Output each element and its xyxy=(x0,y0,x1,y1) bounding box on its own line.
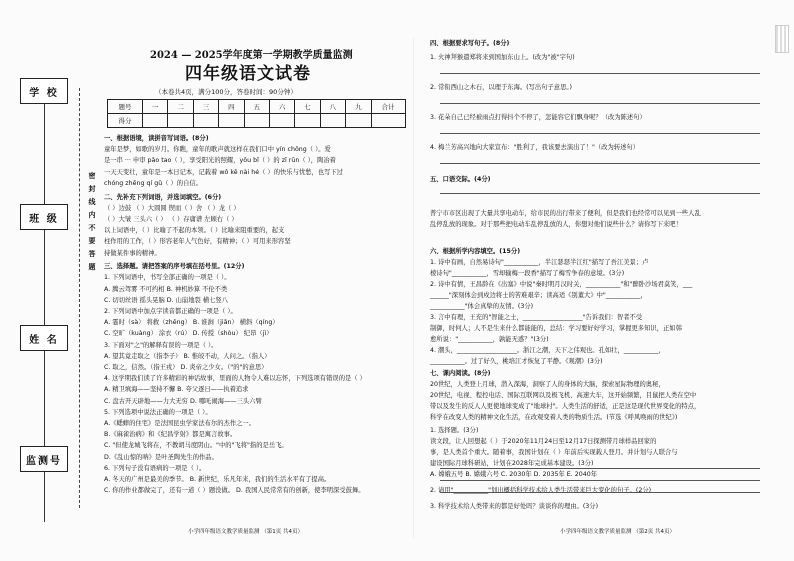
question-line: 3. 言中有理，王充的"智能之士，___________________"告诉我们：智者不受 xyxy=(430,314,643,321)
answer-line[interactable] xyxy=(440,468,760,469)
section-heading: 七、课内阅读。(8分) xyxy=(430,370,491,377)
question-line: （ ）边鼓 （ ）大圆圆 锲而（ ）舍 （ ）龙（ ） xyxy=(104,204,240,212)
answer-line[interactable] xyxy=(440,492,760,493)
id-write-line[interactable] xyxy=(44,472,45,522)
question-line: ___________"体会真挚的友情。(3分) xyxy=(430,303,534,310)
score-table-section: 二 xyxy=(168,100,193,114)
question-line: 1. 诗中有画，自然易诗句"___________，半江瑟瑟半江红"描写了吾江美景；卢 xyxy=(430,259,649,266)
class-label: 班 级 xyxy=(20,204,68,230)
question-line: 以上词语中，（ ）比喻了不起的本领。（ ）比喻来阻重要的，起支 xyxy=(104,227,285,235)
answer-line[interactable] xyxy=(440,133,760,134)
question-line: 5. 下列选项中说法正确的一项是（ ）。 xyxy=(104,408,212,416)
exam-note: （本卷共4页，满分100分，答卷时间：90分钟） xyxy=(155,88,297,96)
question-line: A. 嫦娥五号 B. 嫦娥六号 C. 2030年 D. 2035年 E. 2040年 xyxy=(430,471,598,478)
question-line: 持做某件事的精神。 xyxy=(104,249,161,257)
section-heading: 三、选择题。请把答案的序号填在括号里。(12分) xyxy=(104,263,245,271)
score-cell[interactable] xyxy=(168,114,193,128)
question-line: 3. 科学技术给人类带来的都是好处吗？谈谈你的理由。(3分) xyxy=(430,503,599,510)
section-heading: 五、口语交际。(4分) xyxy=(430,176,491,183)
score-table-section: 九 xyxy=(346,100,371,114)
question-line: 一天天变壮，童年是一本日记本，记载着 wǒ kě nài hé（ ）的快乐与忧愁，也写下过 xyxy=(104,168,343,176)
question-line: C. 空旷（kuàng） 涂衣（rú） D. 传授（shòu） 纪昂（jì） xyxy=(104,330,273,338)
question-line: 4. 这学期我们读了许多精彩的神话故事，里面的人物令人难以忘怀，下列选项有错误的是（ ） xyxy=(104,375,366,383)
question-line: 愈所说："___________，孰能无惑？"(3分) xyxy=(430,336,549,343)
section-heading: 一、根据语境，读拼音写词语。(8分) xyxy=(104,135,209,142)
score-cell[interactable] xyxy=(219,114,244,128)
question-line: 1. 选择题。(3分) xyxy=(430,427,479,434)
column-divider xyxy=(413,38,414,538)
question-line: B.《麻雀治病》和《纪昌学射》都是寓言故事。 xyxy=(104,431,237,439)
name-write-line[interactable] xyxy=(44,351,45,446)
question-line: 3. 花朵自己已经被雨点打得抖个不停了，怎能容它们飘身呢？（改为陈述句） xyxy=(430,114,646,121)
footer-left: 小学四年级语文教学质量监测 （第1页 共4页） xyxy=(188,529,303,535)
score-cell[interactable] xyxy=(346,114,371,128)
question-line: 20世纪，人类登上月球，潜入深海，洞察了人的身体的大脑，探索星际物理的奥秘， xyxy=(430,381,665,388)
question-line: 是一串 ··· 申审 pǎo tao（ ），享受阳光的照耀，yǒu bǐ（ ）的 zī rūn（ ），陶冶着 xyxy=(104,157,336,165)
question-line: 2. 请用"___________"划出概括科学技术给人类生活带来巨大变化的句子。(2分) xyxy=(430,487,652,494)
score-table-section: 四 xyxy=(219,100,244,114)
question-line: A. 腾云驾雾 不可约相 B. 神机妙算 不伦不类 xyxy=(104,285,228,293)
name-label: 姓 名 xyxy=(20,325,68,351)
question-line: 2. 常衔西山之木石，以理于东海。(写出句子意思。) xyxy=(430,84,573,91)
question-line: 童年是梦，如歌的岁月。你瞧，童年的歌声就这样在我们口中 yín chǒng（ ）。爱 xyxy=(104,146,331,154)
question-line: 3. 下面对"之"的解释有误的一项是（ ）。 xyxy=(104,341,218,349)
question-line: 20世纪，电视、程控电话、国际互联网以及极飞机、高速大车，这开始频繁，目鼠把人类在空中 xyxy=(430,392,697,399)
section-heading: 四、根据要求写句子。(8分) xyxy=(430,40,510,47)
question-line: C. 盘古开天辟地——力大无穷 D. 哪吒闹海——三头六臂 xyxy=(104,397,262,405)
question-line: 科学在改变人类的精神文化生活，在改观变着人类的物质生活。(节选《呼风唤雨的世纪》) xyxy=(430,414,678,421)
score-cell[interactable] xyxy=(320,114,345,128)
question-line: chóng zhēng qí gǔ（ ）的自信。 xyxy=(104,179,202,187)
question-line: D.《乱山惊的呐》是叶圣陶先生的作品。 xyxy=(104,453,218,461)
question-line: A. 霎时（sà） 将救（zhěng） B. 谁涧（jiǎn） 横斜（qíng） xyxy=(104,319,279,327)
question-line: 乱停乱放的现象。对于那些把电动车乱停乱放的人，你想对他们说些什么？请你写下来吧！ xyxy=(430,221,682,228)
question-line: 6. 下列句子没有语病的一项是（ ）。 xyxy=(104,464,206,472)
score-table xyxy=(107,99,406,128)
score-table-section: 一 xyxy=(143,100,168,114)
question-line: 1. 火神拜猴遣郑将来到国加东山上。(改为"被"字句) xyxy=(430,54,575,61)
question-line: 普宁市市区出现了大量共享电动车，给市民的出行带来了便利，但是我们也经常可以见到一些人乱 xyxy=(430,210,701,217)
answer-line[interactable] xyxy=(440,103,760,104)
question-line: （ ）大皱 三头六（ ） （ ）存庸谱 左顾右（ ） xyxy=(104,215,238,223)
exam-title: 四年级语文试卷 xyxy=(185,64,311,84)
score-cell[interactable] xyxy=(269,114,294,128)
score-table-section: 七 xyxy=(295,100,320,114)
question-line: 柱作用的工作，（ ）形容老年人气色好，有精神；（ ）可用来形容坚 xyxy=(104,238,291,246)
question-line: A.《蟋蟀的住宅》是法国昆虫学家法布尔的杰作之一。 xyxy=(104,420,256,427)
answer-line[interactable] xyxy=(440,480,760,481)
score-table-section: 合计 xyxy=(371,100,405,114)
barcode-icon xyxy=(775,25,789,53)
score-row-label: 得分 xyxy=(108,114,143,128)
question-line: 棱诗句"___________，雪却输梅一段香"描写了梅雪争春的意境。(3分) xyxy=(430,270,625,277)
question-line: 读文段，让人回想起（ ）于2020年11月24日至12月17日探测带月球样品回家的 xyxy=(430,438,657,445)
section-heading: 六、根据所学内容填空。(15分) xyxy=(430,248,521,255)
score-table-section: 八 xyxy=(320,100,345,114)
question-line: 2. 下列词语中加点字读音都正确的一项是（ ）。 xyxy=(104,308,237,315)
year-title: 2024 — 2025学年度第一学期教学质量监测 xyxy=(150,50,353,61)
question-line: 4. 梅兰芳高兴地向大家宣布："胜利了，我该要去演出了！"（改为转述句） xyxy=(430,144,640,151)
question-line: A. 冬天的广州是最美的季节。 B. 新世纪，乐凡年来，我们的生活水平有了提高。 xyxy=(104,476,331,483)
question-line: A. 望其竟走取之（指李子） B. 惟皎不动，人问之。（指人） xyxy=(104,352,271,360)
score-table-section: 三 xyxy=(193,100,218,114)
seal-line xyxy=(79,88,80,508)
answer-line[interactable] xyxy=(440,193,760,194)
score-cell[interactable] xyxy=(193,114,218,128)
score-cell[interactable] xyxy=(295,114,320,128)
question-line: 2. 诗中有情，王昌龄在《出塞》中说"秦时明月汉时关，___________"和"醉卧沙场君莫笑，___ xyxy=(430,281,693,288)
score-cell[interactable] xyxy=(143,114,168,128)
question-line: C. 取之，信然。（指王戎） D. 炎帝之少女。（"的"的意思） xyxy=(104,364,268,371)
question-line: 1. 下列词语中，书写全部正确的一项是（ ）。 xyxy=(104,274,231,282)
question-line: 建设国际月球科研站，计划在2028年完成基本建设。(3分) xyxy=(430,460,594,467)
question-line: ___________。过了好久，桃培江才恢复了平静。《观潮》(3分) xyxy=(430,358,603,365)
question-line: C. "但使龙城飞将在，不教胡马度阴山。"中的"飞将"指的是岳飞。 xyxy=(104,442,288,450)
question-line: ______"深刻体会到戍边将士的苦难艰辛；读高适《别董大》中"___________， xyxy=(430,292,647,299)
section-heading: 二、先补充下列词语，并选词填空。(6分) xyxy=(104,193,222,201)
question-line: 带以及发生的反人人更使地球变成了"地球村"。人类生活的舒适，正是这是现代世界变化的特点， xyxy=(430,403,701,410)
score-cell[interactable] xyxy=(244,114,269,128)
class-write-line[interactable] xyxy=(44,230,45,325)
question-line: C. 切切丝语 摇头晃脑 D. 山崩地裂 横七竖八 xyxy=(104,296,229,304)
question-line: A. 精卫填海——坚持不懈 B. 夸父逐日——执着追求 xyxy=(104,386,249,394)
question-line: 4. 潮头，___________________。浙江之潮，天下之伟观也。孔如壮，___________， xyxy=(430,347,665,354)
seal-warning: 密封线内不要答题 xyxy=(88,172,96,271)
answer-line[interactable] xyxy=(440,73,760,74)
score-table-section: 五 xyxy=(244,100,269,114)
question-line: 事，是人类首个重大。随着事，我国计划在（ ）年前后实现载人登月。并计划与人联合与 xyxy=(430,449,678,456)
school-label: 学 校 xyxy=(20,78,68,104)
question-line: C. 你的作业都做完了，还有一道（ ）题没做。 D. 我国人民常常有的创新，使李明深受鼓舞。 xyxy=(104,487,365,495)
school-write-line[interactable] xyxy=(44,104,45,204)
question-line: 制御，时何人；人不是生来什么都能能的，总结：学习要好好学习，掌握更多知识，正如韩 xyxy=(430,325,682,332)
score-table-header: 题号 xyxy=(108,100,143,114)
score-table-section: 六 xyxy=(269,100,294,114)
answer-line[interactable] xyxy=(440,163,760,164)
id-label: 监测号 xyxy=(20,446,68,472)
score-cell[interactable] xyxy=(371,114,405,128)
footer-right: 小学四年级语文教学质量监测 （第2页 共4页） xyxy=(560,529,675,535)
